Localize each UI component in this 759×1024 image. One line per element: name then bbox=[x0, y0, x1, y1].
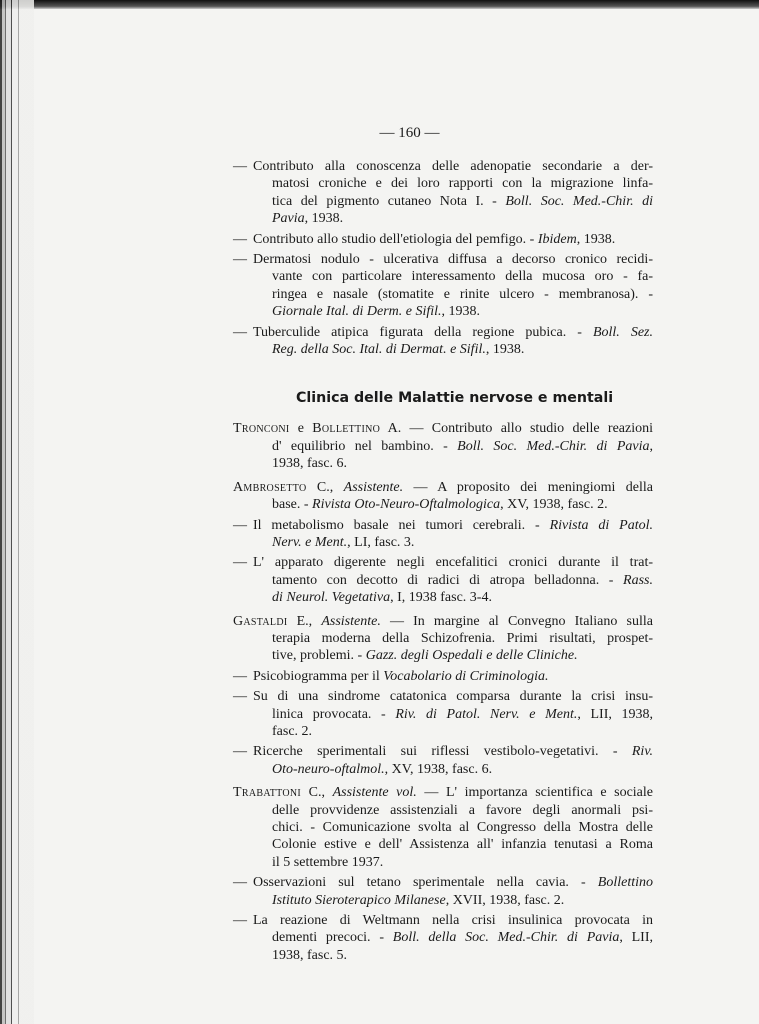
entry-text: base. - bbox=[272, 497, 313, 513]
bibliography-entry bbox=[233, 743, 653, 778]
bibliography-group bbox=[233, 420, 653, 472]
entry-line bbox=[233, 874, 653, 891]
author-name: Gastaldi bbox=[233, 613, 288, 629]
entry-text: , 1938. bbox=[304, 211, 344, 227]
entry-dash: — bbox=[233, 159, 247, 174]
entry-text: terapia moderna della Schizofrenia. Primi risultati, prospet- bbox=[272, 630, 653, 646]
entry-line bbox=[272, 802, 653, 819]
entry-line bbox=[272, 836, 653, 853]
entry-line bbox=[272, 630, 653, 647]
entry-line bbox=[233, 251, 653, 268]
entry-text: , I, 1938 fasc. 3-4. bbox=[390, 590, 492, 606]
entry-text: , XVII, 1938, fasc. 2. bbox=[445, 892, 565, 908]
entry-dash: — bbox=[233, 324, 247, 340]
journal-title: Rass. bbox=[623, 572, 653, 588]
entry-line bbox=[233, 517, 653, 534]
bibliography-group bbox=[233, 158, 653, 358]
journal-title: Assistente vol. bbox=[332, 785, 417, 801]
entry-text: il 5 settembre 1937. bbox=[272, 854, 384, 870]
journal-title: Ibidem bbox=[537, 231, 577, 247]
entry-text: — In margine al Convegno Italiano sulla bbox=[380, 613, 653, 629]
bibliography-entry bbox=[233, 517, 653, 552]
entry-line bbox=[272, 572, 653, 589]
bibliography-entry bbox=[233, 324, 653, 359]
entry-text: 1938, fasc. 6. bbox=[272, 456, 348, 472]
entry-line bbox=[272, 706, 653, 723]
entry-dash: — bbox=[233, 913, 247, 929]
entry-text: , bbox=[649, 438, 653, 454]
entry-text: Contributo allo studio dell'etiologia del pemfigo. - bbox=[253, 231, 538, 247]
entry-text: , 1938. bbox=[441, 304, 481, 320]
entry-line bbox=[272, 455, 653, 472]
entry-text: vante con particolare interessamento della mucosa oro - fa- bbox=[272, 269, 653, 285]
entry-text: tica del pigmento cutaneo Nota I. - bbox=[272, 193, 506, 209]
entry-line bbox=[233, 784, 653, 801]
entry-line bbox=[272, 854, 653, 871]
entry-text: Su di una sindrome catatonica comparsa durante la crisi insu- bbox=[253, 689, 653, 705]
author-name: Trabattoni bbox=[233, 785, 302, 801]
entry-text: linica provocata. - bbox=[272, 706, 396, 722]
entry-line bbox=[233, 613, 653, 630]
journal-title: Boll. Soc. Med.-Chir. di bbox=[505, 193, 653, 209]
entry-line bbox=[233, 743, 653, 760]
entry-text: tive, problemi. - bbox=[272, 648, 366, 664]
journal-title: Bollettino bbox=[597, 875, 653, 891]
bibliography-entry bbox=[233, 231, 653, 248]
entry-line bbox=[272, 929, 653, 946]
entry-dash: — bbox=[233, 231, 247, 247]
bibliography-entry bbox=[233, 784, 653, 871]
section-heading: Clinica delle Malattie nervose e mentali bbox=[296, 390, 614, 407]
journal-title: Assistente. bbox=[343, 479, 404, 495]
entry-line bbox=[272, 438, 653, 455]
journal-title: Assistente. bbox=[321, 613, 381, 629]
entry-line bbox=[272, 647, 653, 664]
bibliography-entry bbox=[233, 668, 653, 685]
entry-line bbox=[272, 723, 653, 740]
entry-text: Colonie estive e dell' Assistenza all' infanzia tenutasi a Roma bbox=[272, 837, 653, 853]
bibliography-entry bbox=[233, 613, 653, 665]
entry-dash: — bbox=[233, 689, 247, 705]
entry-text: , 1938. bbox=[485, 342, 525, 358]
bibliography-entry bbox=[233, 688, 653, 740]
entry-text: La reazione di Weltmann nella crisi insulinica provocata in bbox=[253, 913, 653, 929]
entry-text: fasc. 2. bbox=[272, 723, 313, 739]
entry-line bbox=[233, 688, 653, 705]
entry-text: , XV, 1938, fasc. 2. bbox=[500, 497, 608, 513]
journal-title: Reg. della Soc. Ital. di Dermat. e Sifil. bbox=[272, 342, 486, 358]
entry-dash: — bbox=[233, 875, 247, 891]
entry-line bbox=[272, 496, 653, 513]
entry-line bbox=[272, 268, 653, 285]
entry-text: , XV, 1938, fasc. 6. bbox=[384, 761, 493, 777]
entry-dash: — bbox=[233, 252, 247, 268]
entry-line bbox=[233, 324, 653, 341]
journal-title: Rivista Oto-Neuro-Oftalmologica bbox=[312, 497, 501, 513]
entry-text: Ricerche sperimentali sui riflessi vestibolo-vegetativi. - bbox=[253, 744, 632, 760]
bibliography-group bbox=[233, 784, 653, 964]
entry-dash: — bbox=[233, 744, 247, 760]
entry-text: , LI, fasc. 3. bbox=[347, 534, 415, 550]
entry-line bbox=[272, 286, 653, 303]
entry-text: e bbox=[289, 421, 313, 437]
bibliography-entry bbox=[233, 479, 653, 514]
bibliography-entry bbox=[233, 554, 653, 606]
entry-text: delle provvidenze assistenziali a favore degli anormali psi- bbox=[272, 802, 653, 818]
entry-line bbox=[233, 420, 653, 437]
journal-title: Pavia bbox=[272, 211, 305, 227]
entry-line bbox=[233, 668, 653, 685]
entry-text: — A proposito dei meningiomi della bbox=[403, 479, 653, 495]
entry-text: tamento con decotto di radici di atropa belladonna. - bbox=[272, 572, 624, 588]
bibliography-entry bbox=[233, 251, 653, 321]
journal-title: Boll. Sez. bbox=[592, 324, 653, 340]
entry-line bbox=[272, 193, 653, 210]
journal-title: di Neurol. Vegetativa bbox=[272, 590, 391, 606]
entry-text: ringea e nasale (stomatite e rinite ulcero - membranosa). - bbox=[272, 286, 653, 302]
entry-text: 1938, fasc. 5. bbox=[272, 947, 348, 963]
entry-line bbox=[272, 303, 653, 320]
bibliography-entry bbox=[233, 420, 653, 472]
author-name: Tronconi bbox=[233, 421, 290, 437]
entry-text: C., bbox=[301, 785, 333, 801]
entry-line bbox=[233, 231, 653, 248]
page-body bbox=[233, 158, 653, 964]
entry-text: Osservazioni sul tetano sperimentale nella cavia. - bbox=[253, 875, 598, 891]
entry-text: A. — Contributo allo studio delle reazioni bbox=[380, 421, 653, 437]
entry-dash: — bbox=[233, 668, 247, 684]
author-name: Ambrosetto bbox=[233, 479, 307, 495]
entry-text: , 1938. bbox=[576, 231, 616, 247]
journal-title: Giornale Ital. di Derm. e Sifil. bbox=[272, 304, 442, 320]
entry-line bbox=[233, 158, 653, 175]
entry-text: dementi precoci. - bbox=[272, 930, 393, 946]
journal-title: Oto-neuro-oftalmol. bbox=[272, 761, 385, 777]
journal-title: Gazz. degli Ospedali e delle Cliniche. bbox=[365, 648, 578, 664]
entry-line bbox=[272, 947, 653, 964]
entry-line bbox=[233, 479, 653, 496]
bibliography-entry bbox=[233, 158, 653, 228]
entry-text: Dermatosi nodulo - ulcerativa diffusa a decorso cronico recidi- bbox=[253, 252, 653, 268]
bibliography-entry bbox=[233, 874, 653, 909]
entry-line bbox=[272, 761, 653, 778]
author-name: Bollettino bbox=[312, 421, 381, 437]
bibliography-group bbox=[233, 479, 653, 607]
entry-line bbox=[272, 341, 653, 358]
entry-text: chici. - Comunicazione svolta al Congresso della Mostra delle bbox=[272, 820, 653, 835]
entry-text: Psicobiogramma per il bbox=[253, 668, 384, 684]
entry-line bbox=[272, 175, 653, 192]
entry-line bbox=[272, 819, 653, 836]
entry-text: — L' importanza scientifica e sociale bbox=[416, 785, 653, 801]
page-number: — 160 — bbox=[379, 125, 440, 141]
entry-dash: — bbox=[233, 555, 247, 571]
entry-line bbox=[233, 554, 653, 571]
journal-title: Riv. di Patol. Nerv. e Ment. bbox=[395, 706, 578, 722]
entry-text: C., bbox=[306, 479, 344, 495]
bibliography-entry bbox=[233, 912, 653, 964]
scan-binding-edge bbox=[0, 0, 34, 1024]
journal-title: Istituto Sieroterapico Milanese bbox=[272, 892, 446, 908]
entry-text: Tuberculide atipica figurata della regione pubica. - bbox=[253, 324, 593, 340]
entry-text: Il metabolismo basale nei tumori cerebrali. - bbox=[253, 517, 550, 533]
entry-text: , LII, bbox=[619, 930, 654, 946]
entry-line bbox=[233, 912, 653, 929]
entry-text: matosi croniche e dei loro rapporti con la migrazione linfa- bbox=[272, 176, 653, 192]
entry-text: L' apparato digerente negli encefalitici cronici durante il trat- bbox=[253, 555, 653, 571]
entry-line bbox=[272, 534, 653, 551]
entry-text: E., bbox=[287, 613, 322, 629]
journal-title: Nerv. e Ment. bbox=[272, 534, 348, 550]
entry-line bbox=[272, 589, 653, 606]
entry-line bbox=[272, 892, 653, 909]
entry-text: d' equilibrio nel bambino. - bbox=[272, 438, 458, 454]
entry-text: , LII, 1938, bbox=[577, 706, 653, 722]
journal-title: Boll. Soc. Med.-Chir. di Pavia bbox=[457, 438, 650, 454]
journal-title: Vocabolario di Criminologia. bbox=[383, 668, 549, 684]
entry-text: Contributo alla conoscenza delle adenopatie secondarie a der- bbox=[253, 159, 653, 174]
journal-title: Rivista di Patol. bbox=[549, 517, 653, 533]
journal-title: Riv. bbox=[631, 744, 653, 760]
entry-dash: — bbox=[233, 517, 247, 533]
entry-line bbox=[272, 210, 653, 227]
scan-top-edge bbox=[0, 0, 759, 9]
bibliography-group bbox=[233, 613, 653, 779]
journal-title: Boll. della Soc. Med.-Chir. di Pavia bbox=[392, 930, 620, 946]
